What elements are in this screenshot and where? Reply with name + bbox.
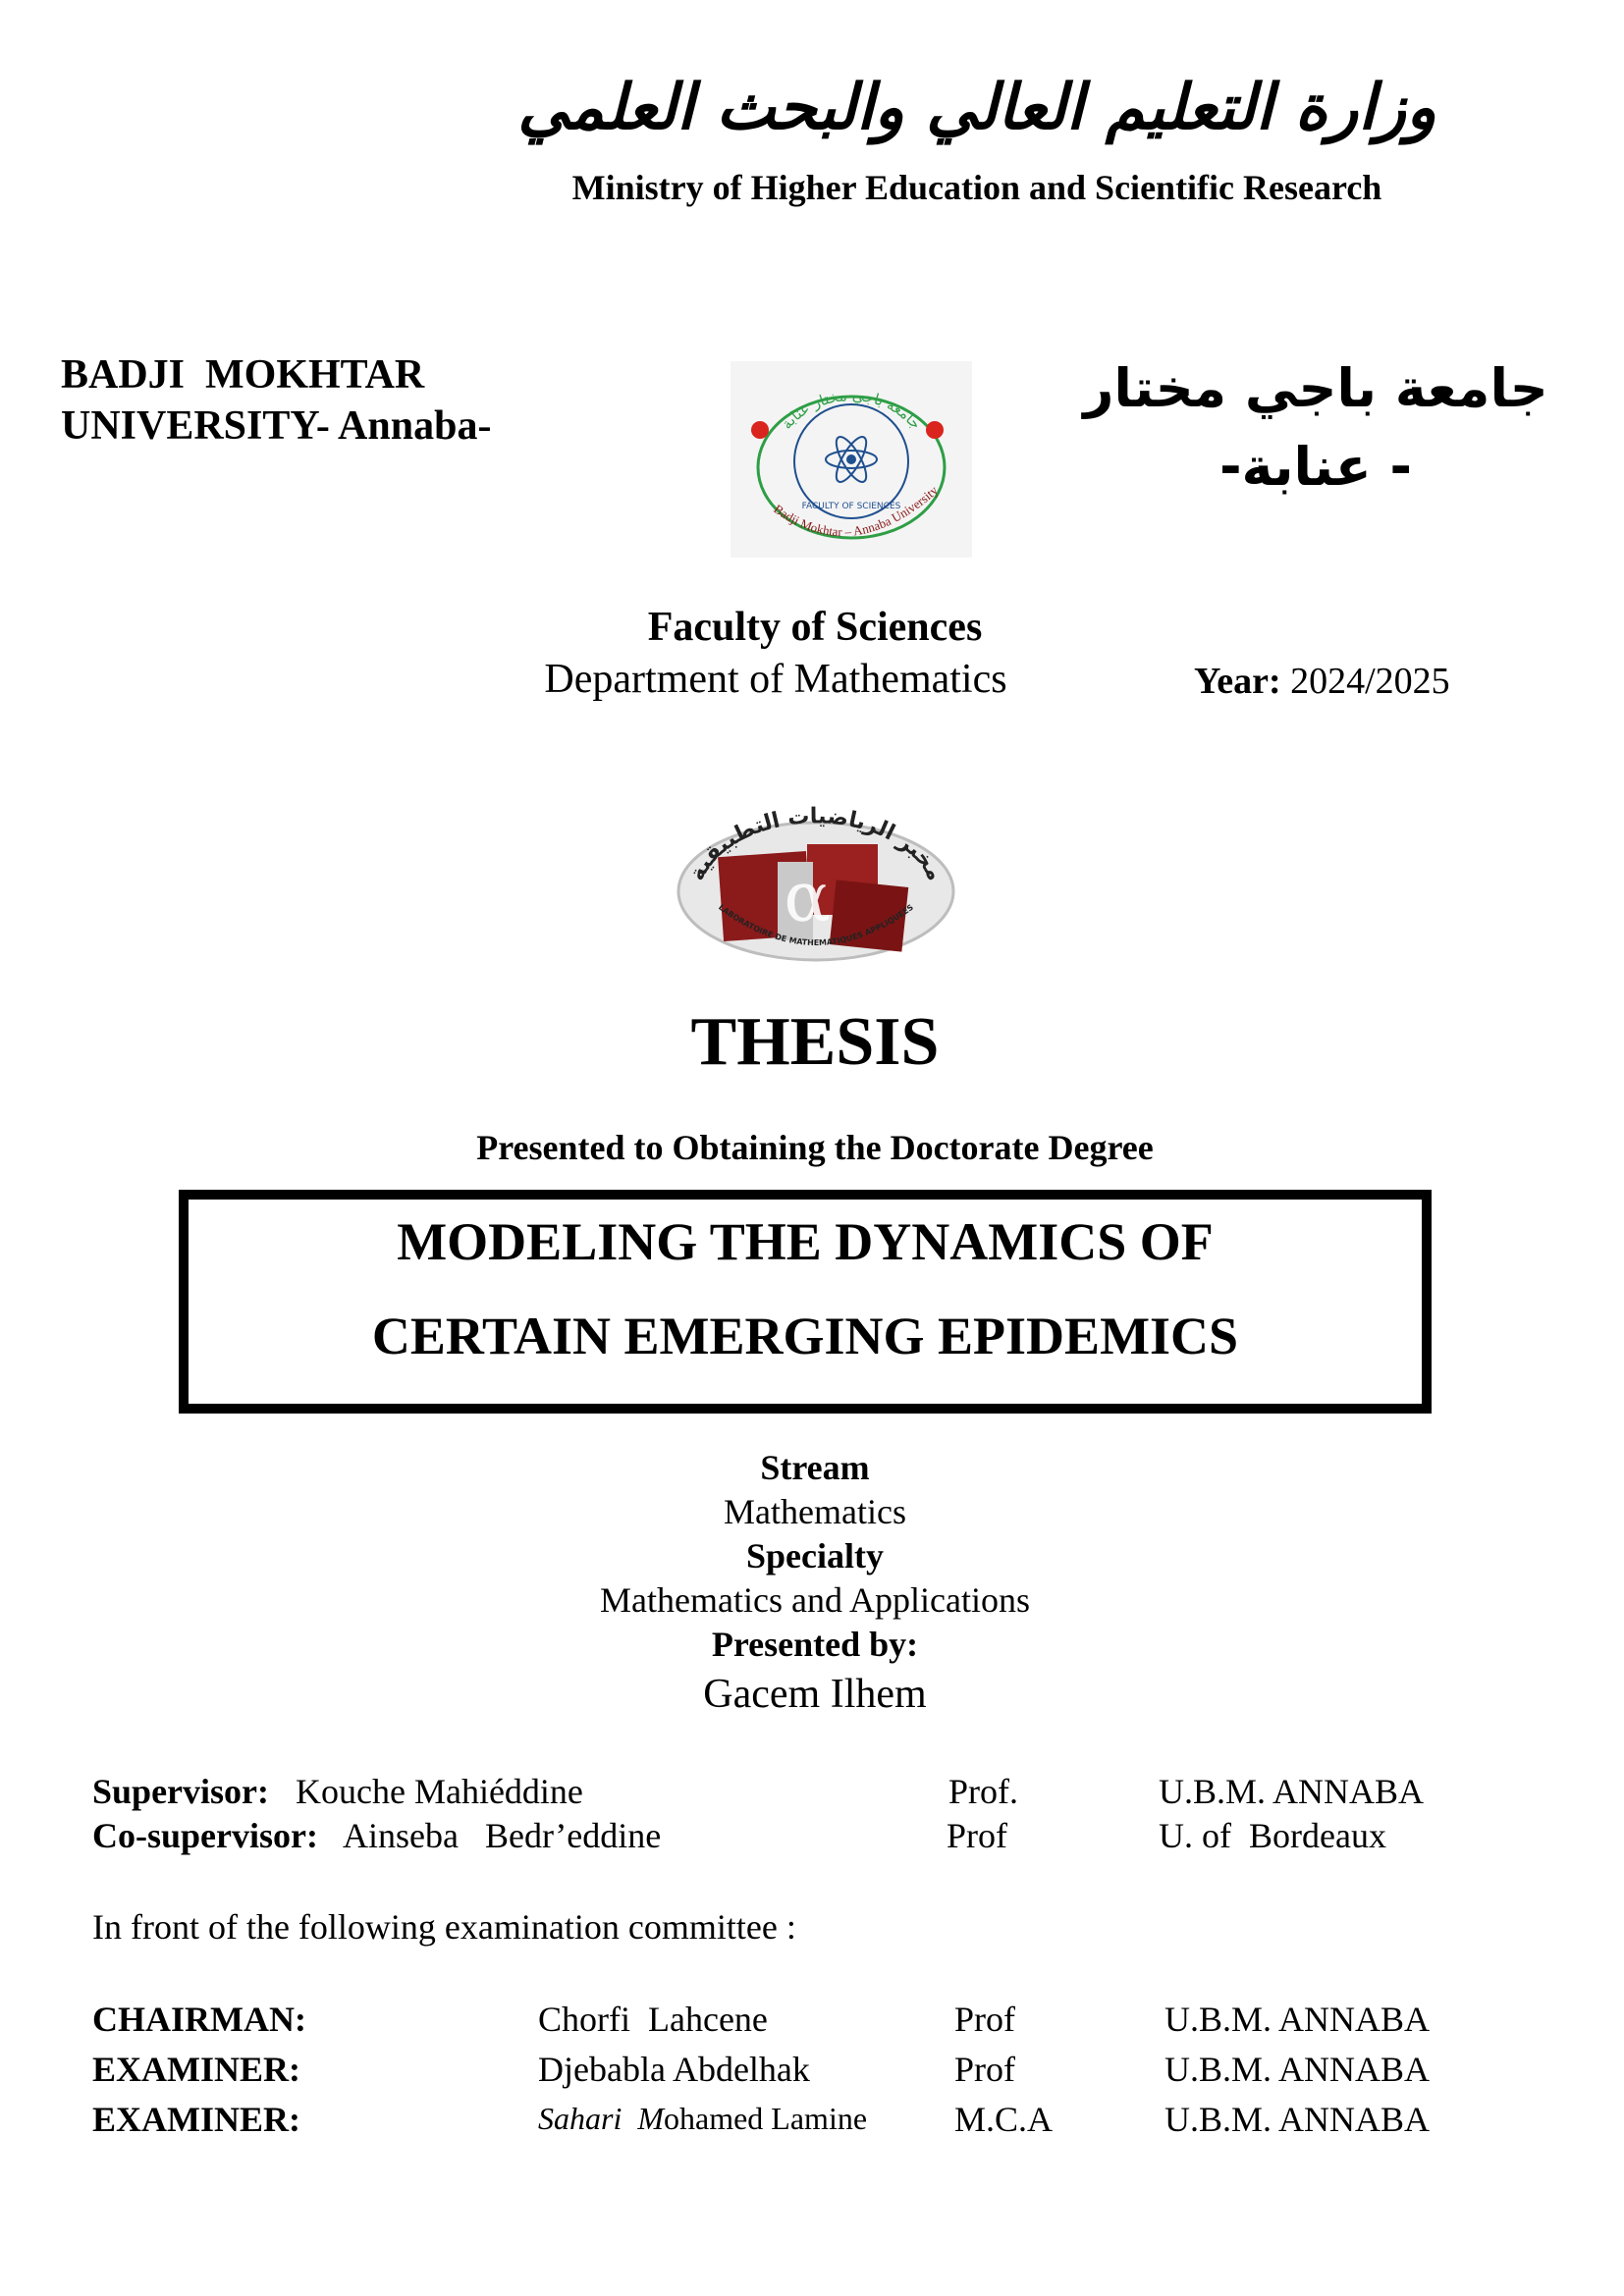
university-name-arabic-line2: - عنابة- [1219, 436, 1412, 498]
university-name-arabic-line1: جامعة باجي مختار [1083, 357, 1548, 419]
university-name-english [61, 349, 491, 452]
stream-label: Stream [760, 1448, 870, 1487]
chairman-name: Chorfi Lahcene [538, 2000, 768, 2039]
department-name: Department of Mathematics [544, 657, 1007, 702]
supervisor-role: Supervisor: [92, 1772, 269, 1811]
examiner1-role: EXAMINER: [92, 2050, 300, 2089]
chairman-institution: U.B.M. ANNABA [1164, 2000, 1431, 2039]
university-name-arabic [1041, 349, 1591, 507]
specialty-value: Mathematics and Applications [600, 1580, 1030, 1620]
faculty-logo-arabic-text: جامعة باجي مختار عنابة [778, 386, 925, 433]
examiner2-name-italic: Sahari M [538, 2101, 664, 2136]
examiner2-grade: M.C.A [954, 2100, 1054, 2139]
thesis-heading: THESIS [690, 1004, 940, 1080]
lab-logo-bottom-text: LABORATOIRE DE MATHEMATIQUES APPLIQUEES [717, 902, 915, 948]
faculty-logo-bottom-text: Badji Mokhtar – Annaba University [771, 482, 941, 540]
faculty-of-sciences-logo [731, 361, 972, 558]
examiner2-name-rest: ohamed Lamine [664, 2101, 868, 2136]
supervisor-row [92, 1771, 583, 1812]
supervisor-name: Kouche Mahiéddine [296, 1772, 583, 1811]
academic-year [1194, 660, 1450, 703]
ministry-name-arabic: وزارة التعليم العالي والبحث العلمي [517, 72, 1436, 144]
thesis-title-box [179, 1190, 1432, 1414]
year-value: 2024/2025 [1290, 661, 1450, 702]
alpha-symbol-icon: α [784, 857, 831, 937]
presented-by-label: Presented by: [711, 1625, 919, 1664]
faculty-logo-center-text: FACULTY OF SCIENCES [801, 502, 901, 511]
examiner2-role: EXAMINER: [92, 2100, 300, 2139]
examiner1-name: Djebabla Abdelhak [538, 2050, 810, 2089]
co-supervisor-role: Co-supervisor: [92, 1816, 318, 1855]
examiner1-grade: Prof [954, 2050, 1015, 2089]
examiner1-institution: U.B.M. ANNABA [1164, 2050, 1431, 2089]
university-name-line1: BADJI MOKHTAR [61, 352, 425, 398]
degree-statement: Presented to Obtaining the Doctorate Degree [476, 1128, 1154, 1167]
chairman-grade: Prof [954, 2000, 1015, 2039]
ministry-name-english: Ministry of Higher Education and Scientific Research [571, 168, 1382, 207]
co-supervisor-grade: Prof [947, 1816, 1007, 1855]
committee-intro: In front of the following examination committee : [92, 1907, 796, 1947]
examiner2-institution: U.B.M. ANNABA [1164, 2100, 1431, 2139]
lab-logo-arabic-text: مخبر الرياضيات التطبيقية [684, 804, 947, 885]
examiner2-name [538, 2101, 867, 2137]
stream-value: Mathematics [724, 1492, 906, 1531]
specialty-label: Specialty [746, 1536, 884, 1575]
faculty-name: Faculty of Sciences [647, 605, 983, 650]
co-supervisor-row [92, 1815, 661, 1856]
chairman-role: CHAIRMAN: [92, 2000, 306, 2039]
laboratory-logo [660, 793, 972, 972]
year-label: Year: [1194, 661, 1281, 702]
co-supervisor-name: Ainseba Bedr’eddine [343, 1816, 662, 1855]
author-name: Gacem Ilhem [703, 1672, 927, 1717]
thesis-title-line1: MODELING THE DYNAMICS OF [397, 1212, 1214, 1271]
supervisor-grade: Prof. [948, 1772, 1018, 1811]
thesis-title-line2: CERTAIN EMERGING EPIDEMICS [371, 1307, 1239, 1365]
university-name-line2: UNIVERSITY- Annaba- [61, 403, 492, 449]
supervisor-institution: U.B.M. ANNABA [1159, 1772, 1425, 1811]
co-supervisor-institution: U. of Bordeaux [1159, 1816, 1386, 1855]
